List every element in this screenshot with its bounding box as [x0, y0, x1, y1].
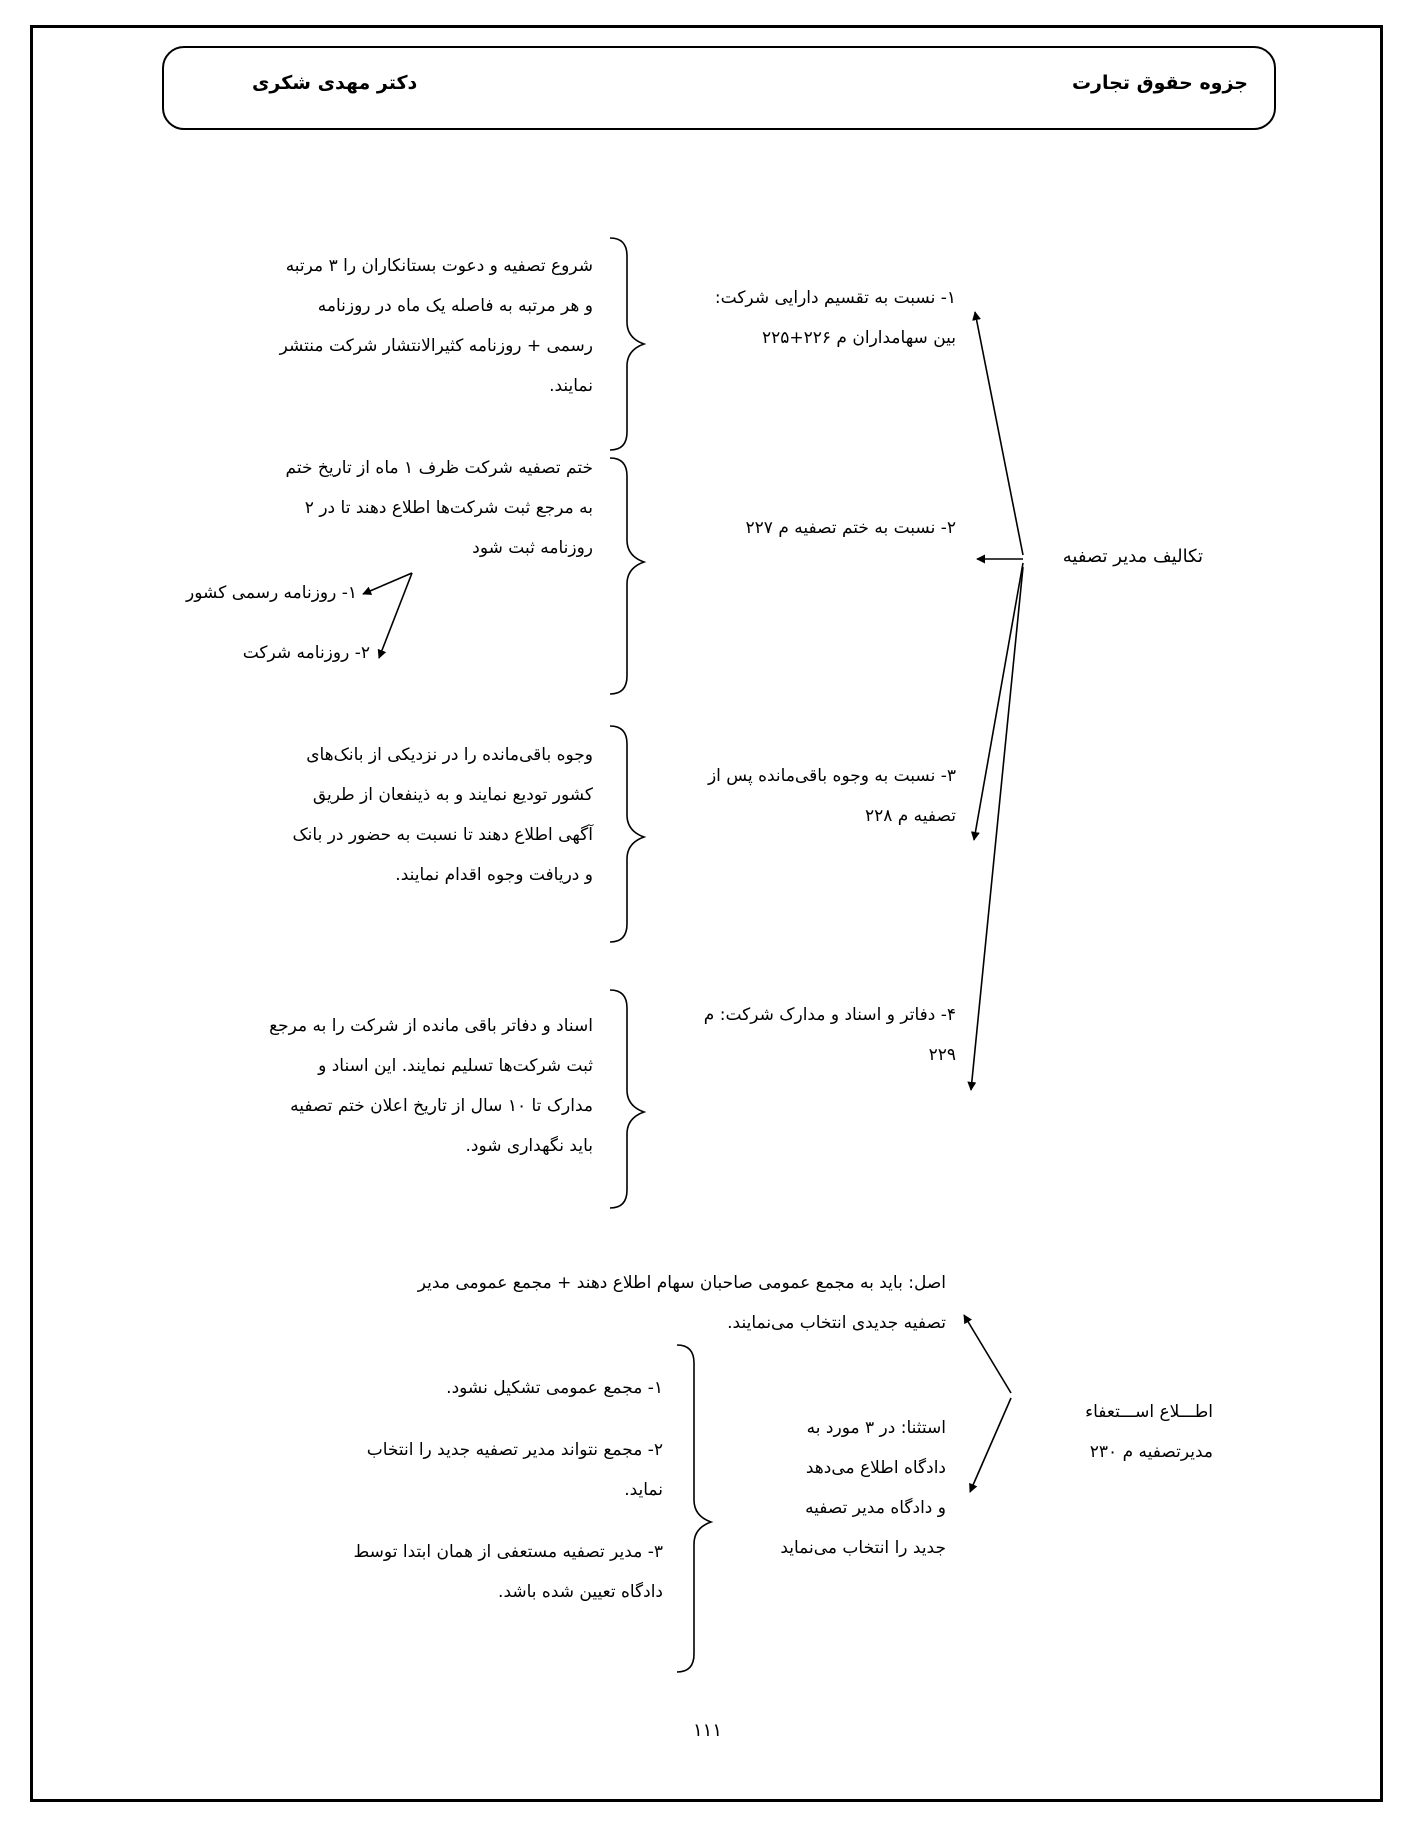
- exception-case-3: ۳- مدیر تصفیه مستعفی از همان ابتدا توسط دادگاه تعیین شده باشد.: [353, 1542, 663, 1602]
- duty-1-title: ۱- نسبت به تقسیم دارایی شرکت: بین سهامداران م ۲۲۶+۲۲۵: [714, 288, 956, 348]
- author-name: دکتر مهدی شکری: [252, 72, 418, 94]
- exception-case-1: ۱- مجمع عمومی تشکیل نشود.: [446, 1378, 663, 1398]
- duty-4-title: ۴- دفاتر و اسناد و مدارک شرکت: م ۲۲۹: [703, 1005, 956, 1065]
- arrow-to-exception: [970, 1398, 1011, 1492]
- exception-case-2: ۲- مجمع نتواند مدیر تصفیه جدید را انتخاب نماید.: [366, 1440, 663, 1500]
- duty-2-title: ۲- نسبت به ختم تصفیه م ۲۲۷: [745, 518, 956, 538]
- duty-3-title: ۳- نسبت به وجوه باقی‌مانده پس از تصفیه م ۲۲۸: [707, 766, 956, 826]
- brace-item-2: [610, 458, 644, 694]
- duty-3-detail: وجوه باقی‌مانده را در نزدیکی از بانک‌های کشور تودیع نمایند و به ذینفعان از طریق آگهی اطلاع دهند تا نسبت به حضور در بانک و دریافت وجوه اقدام نمایند.: [292, 745, 593, 885]
- resignation-root-label: اطـــلاع اســـتعفاء مدیرتصفیه م ۲۳۰: [1085, 1402, 1213, 1462]
- arrow-to-item-3: [974, 563, 1023, 840]
- document-title: جزوه حقوق تجارت: [1071, 72, 1248, 94]
- brace-item-4: [610, 990, 644, 1208]
- duty-2-detail: ختم تصفیه شرکت ظرف ۱ ماه از تاریخ ختم به مرجع ثبت شرکت‌ها اطلاع دهند تا در ۲ روزنامه ثبت شود: [285, 458, 593, 558]
- duties-root-label: تکالیف مدیر تصفیه: [1062, 546, 1203, 567]
- brace-exception-cases: [677, 1345, 711, 1672]
- arrow-to-item-1: [975, 312, 1023, 555]
- resignation-exception: استثنا: در ۳ مورد به دادگاه اطلاع می‌دهد و دادگاه مدیر تصفیه جدید را انتخاب می‌نماید: [780, 1418, 946, 1558]
- duty-1-detail: شروع تصفیه و دعوت بستانکاران را ۳ مرتبه و هر مرتبه به فاصله یک ماه در روزنامه رسمی + روزنامه کثیرالانتشار شرکت منتشر نمایند.: [279, 256, 593, 396]
- duty-4-detail: اسناد و دفاتر باقی مانده از شرکت را به مرجع ثبت شرکت‌ها تسلیم نمایند. این اسناد و مدارک تا ۱۰ سال از تاریخ اعلان ختم تصفیه باید نگهداری شود.: [269, 1016, 593, 1156]
- brace-item-1: [610, 238, 644, 450]
- brace-item-3: [610, 726, 644, 942]
- arrow-to-item-4: [971, 567, 1023, 1090]
- newspaper-option-1: ۱- روزنامه رسمی کشور: [186, 583, 357, 603]
- newspaper-option-2: ۲- روزنامه شرکت: [242, 643, 370, 663]
- arrow-to-principle: [964, 1315, 1011, 1393]
- page-number: ۱۱۱: [692, 1720, 722, 1741]
- resignation-principle: اصل: باید به مجمع عمومی صاحبان سهام اطلاع دهند + مجمع عمومی مدیر تصفیه جدیدی انتخاب می‌نمایند.: [417, 1273, 946, 1333]
